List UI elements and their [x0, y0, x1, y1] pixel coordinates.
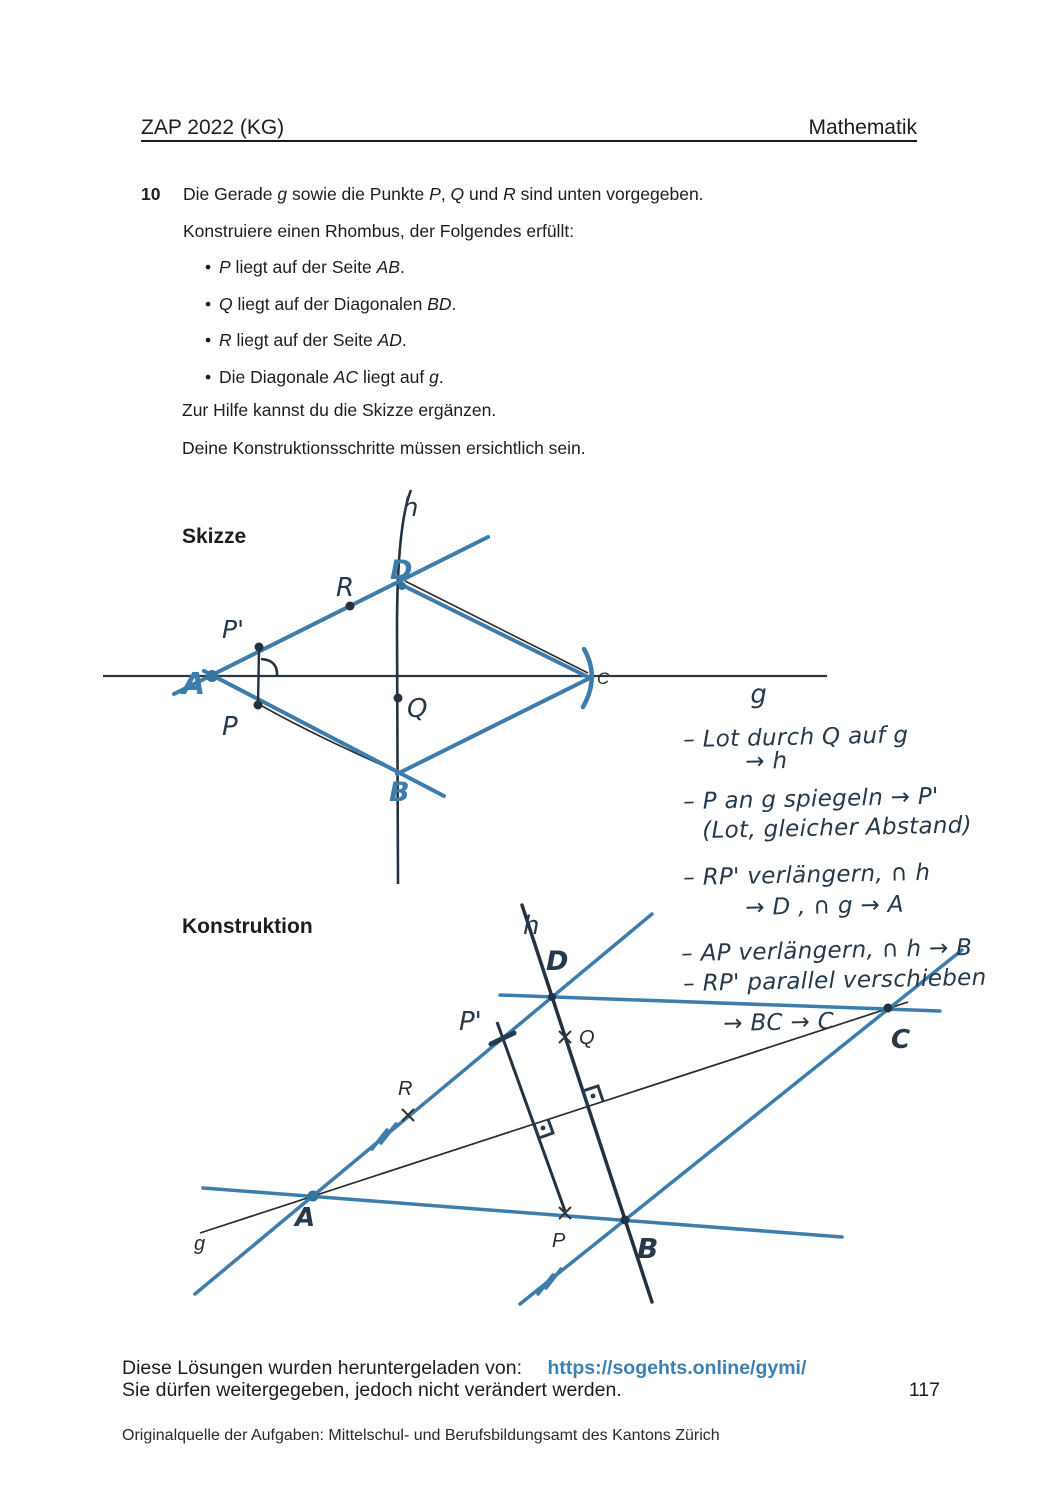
sketch-line-h — [397, 490, 411, 884]
task-hint: Zur Hilfe kannst du die Skizze ergänzen. — [182, 400, 497, 420]
construction-title: Konstruktion — [182, 915, 313, 938]
construction-label-b: B — [637, 1232, 659, 1265]
construction-label-h: h — [523, 911, 540, 941]
sketch-segment-pprime-p — [258, 648, 259, 706]
sketch-label-d: D — [390, 555, 413, 586]
note-line: – P an g spiegeln → P' — [683, 783, 939, 815]
construction-point-b — [621, 1216, 630, 1225]
right-angle-dot-2 — [541, 1126, 546, 1131]
sketch-label-q: Q — [407, 694, 428, 724]
construction-label-r: R — [398, 1078, 413, 1100]
bullet-marker: • — [205, 367, 212, 387]
bullet-marker: • — [205, 257, 212, 277]
construction-figure — [194, 905, 962, 1304]
sketch-label-r: R — [336, 573, 355, 603]
sketch-point-pprime — [255, 643, 264, 652]
note-line: → BC → C — [723, 1008, 835, 1037]
bullet-item-4: • Die Diagonale AC liegt auf g. — [205, 367, 444, 387]
note-line: – RP' parallel verschieben — [683, 964, 987, 997]
sketch-label-b: B — [389, 777, 410, 808]
construction-label-a: A — [295, 1203, 316, 1233]
sketch-point-p — [254, 701, 263, 710]
footer-download-text: Diese Lösungen wurden heruntergeladen von: — [122, 1357, 523, 1379]
construction-point-a — [308, 1191, 319, 1202]
construction-label-p: P — [552, 1230, 566, 1252]
sketch-thin-side-dc — [405, 581, 588, 673]
task-line2: Konstruiere einen Rhombus, der Folgendes erfüllt: — [183, 221, 575, 241]
construction-label-pprime: P' — [459, 1007, 482, 1037]
note-line: – RP' verlängern, ∩ h — [683, 859, 931, 891]
task-number: 10 — [141, 184, 161, 204]
sketch-side-bc — [397, 677, 592, 774]
footer-line1 — [122, 1357, 806, 1380]
header-rule — [141, 140, 917, 142]
sketch-right-angle-mark — [261, 659, 277, 676]
construction-line-dc — [500, 995, 940, 1011]
note-line: – AP verlängern, ∩ h → B — [681, 934, 973, 967]
sketch-label-p: P — [222, 712, 238, 742]
construction-point-c — [884, 1004, 893, 1013]
construction-point-d — [548, 993, 556, 1001]
sketch-label-h: h — [402, 493, 419, 523]
bullet-item-3: • R liegt auf der Seite AD. — [205, 330, 407, 350]
bullet-item-1: • P liegt auf der Seite AB. — [205, 257, 405, 277]
right-angle-dot-1 — [591, 1094, 596, 1099]
note-g-label: g — [750, 679, 768, 710]
construction-line-ad — [195, 914, 652, 1294]
note-line: – Lot durch Q auf g — [683, 722, 909, 753]
header-left: ZAP 2022 (KG) — [141, 116, 285, 139]
footer-source: Originalquelle der Aufgaben: Mittelschul- und Berufsbildungsamt des Kantons Zürich — [122, 1427, 720, 1444]
construction-line-g — [200, 1002, 911, 1233]
task-intro: Die Gerade g sowie die Punkte P, Q und R sind unten vorgegeben. — [183, 184, 704, 204]
header-right: Mathematik — [808, 116, 917, 139]
note-line: → h — [745, 748, 788, 775]
page-number: 117 — [908, 1379, 940, 1401]
note-line: → D , ∩ g → A — [745, 891, 905, 921]
sketch-point-a — [206, 670, 218, 682]
sketch-title: Skizze — [182, 525, 247, 548]
bullet-item-2: • Q liegt auf der Diagonalen BD. — [205, 294, 457, 314]
sketch-point-q — [394, 694, 403, 703]
bullet-marker: • — [205, 294, 212, 314]
construction-label-c: C — [891, 1025, 911, 1055]
note-line: (Lot, gleicher Abstand) — [702, 812, 973, 844]
sketch-label-a: A — [182, 667, 206, 702]
construction-label-d: D — [546, 946, 569, 977]
bullet-marker: • — [205, 330, 212, 350]
task-note: Deine Konstruktionsschritte müssen ersichtlich sein. — [182, 438, 586, 458]
sketch-label-c: C — [597, 669, 610, 688]
construction-double-tick-ad — [372, 1124, 396, 1149]
sketch-label-pprime: P' — [222, 615, 244, 644]
footer-line2: Sie dürfen weitergegeben, jedoch nicht verändert werden. — [122, 1379, 622, 1401]
construction-label-g: g — [194, 1233, 206, 1255]
sketch-side-dc — [402, 585, 590, 678]
construction-label-q: Q — [579, 1027, 595, 1049]
construction-double-tick-bc — [538, 1269, 561, 1294]
footer-link[interactable]: https://sogehts.online/gymi/ — [547, 1357, 807, 1379]
